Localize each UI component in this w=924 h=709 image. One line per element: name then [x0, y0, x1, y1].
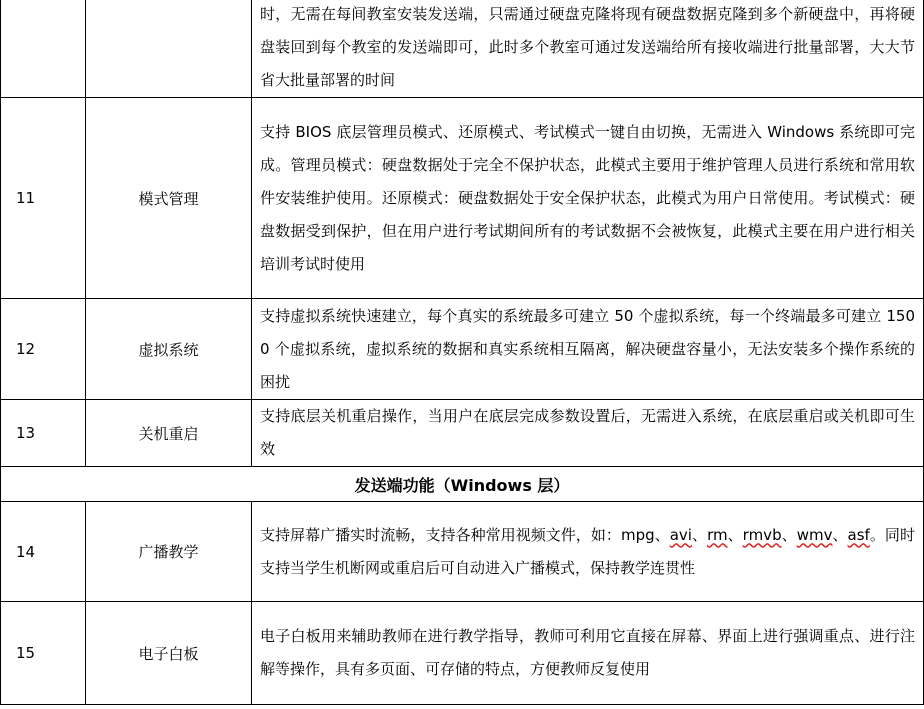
- feature-name: 模式管理: [86, 98, 252, 299]
- table-row: [1, 299, 924, 400]
- row-number: 12: [1, 299, 86, 400]
- feature-description: 支持虚拟系统快速建立，每个真实的系统最多可建立 50 个虚拟系统，每一个终端最多可建立 1500 个虚拟系统，虚拟系统的数据和真实系统相互隔离，解决硬盘容量小，无法安装多个操作系统的困扰: [252, 299, 924, 400]
- feature-description: 时，无需在每间教室安装发送端，只需通过硬盘克隆将现有硬盘数据克隆到多个新硬盘中，再将硬盘装回到每个教室的发送端即可，此时多个教室可通过发送端给所有接收端进行批量部署，大大节省大批量部署的时间: [252, 0, 924, 98]
- feature-name: 电子白板: [86, 602, 252, 705]
- section-title: 发送端功能（Windows 层）: [1, 467, 924, 502]
- table-row: [1, 602, 924, 705]
- row-number: 14: [1, 502, 86, 602]
- format-wmv: wmv: [796, 525, 833, 544]
- format-asf: asf: [847, 525, 870, 544]
- feature-description: 支持 BIOS 底层管理员模式、还原模式、考试模式一键自由切换，无需进入 Windows 系统即可完成。管理员模式：硬盘数据处于完全不保护状态，此模式主要用于维护管理人员进行系统和常用软件安装维护使用。还原模式：硬盘数据处于安全保护状态，此模式为用户日常使用。考试模式：硬盘数据受到保护，但在用户进行考试期间所有的考试数据不会被恢复，此模式主要在用户进行相关培训考试时使用: [252, 98, 924, 299]
- section-header-row: [1, 467, 924, 502]
- separator: 、: [727, 525, 743, 544]
- feature-description: 电子白板用来辅助教师在进行教学指导，教师可利用它直接在屏幕、界面上进行强调重点、进行注解等操作，具有多页面、可存储的特点，方便教师反复使用: [252, 602, 924, 705]
- table-row: [1, 0, 924, 98]
- feature-description: 支持底层关机重启操作，当用户在底层完成参数设置后，无需进入系统，在底层重启或关机即可生效: [252, 400, 924, 467]
- row-number: 11: [1, 98, 86, 299]
- row-number: 15: [1, 602, 86, 705]
- table-row: [1, 400, 924, 467]
- description-text: 支持屏幕广播实时流畅，支持各种常用视频文件，如：mpg、: [260, 525, 670, 544]
- table-row: [1, 98, 924, 299]
- feature-name: 广播教学: [86, 502, 252, 602]
- row-number: 13: [1, 400, 86, 467]
- separator: 、: [781, 525, 797, 544]
- description-text: 。同时支持当学生机断网或重启后可自动进入广播模式，保持教学连贯性: [260, 525, 915, 577]
- format-rmvb: rmvb: [742, 525, 782, 544]
- format-rm: rm: [707, 525, 728, 544]
- separator: 、: [832, 525, 848, 544]
- format-avi: avi: [669, 525, 692, 544]
- feature-name: 虚拟系统: [86, 299, 252, 400]
- row-number: [1, 0, 86, 98]
- table-row: [1, 502, 924, 602]
- feature-name: [86, 0, 252, 98]
- feature-description: [252, 502, 924, 602]
- separator: 、: [691, 525, 708, 544]
- feature-name: 关机重启: [86, 400, 252, 467]
